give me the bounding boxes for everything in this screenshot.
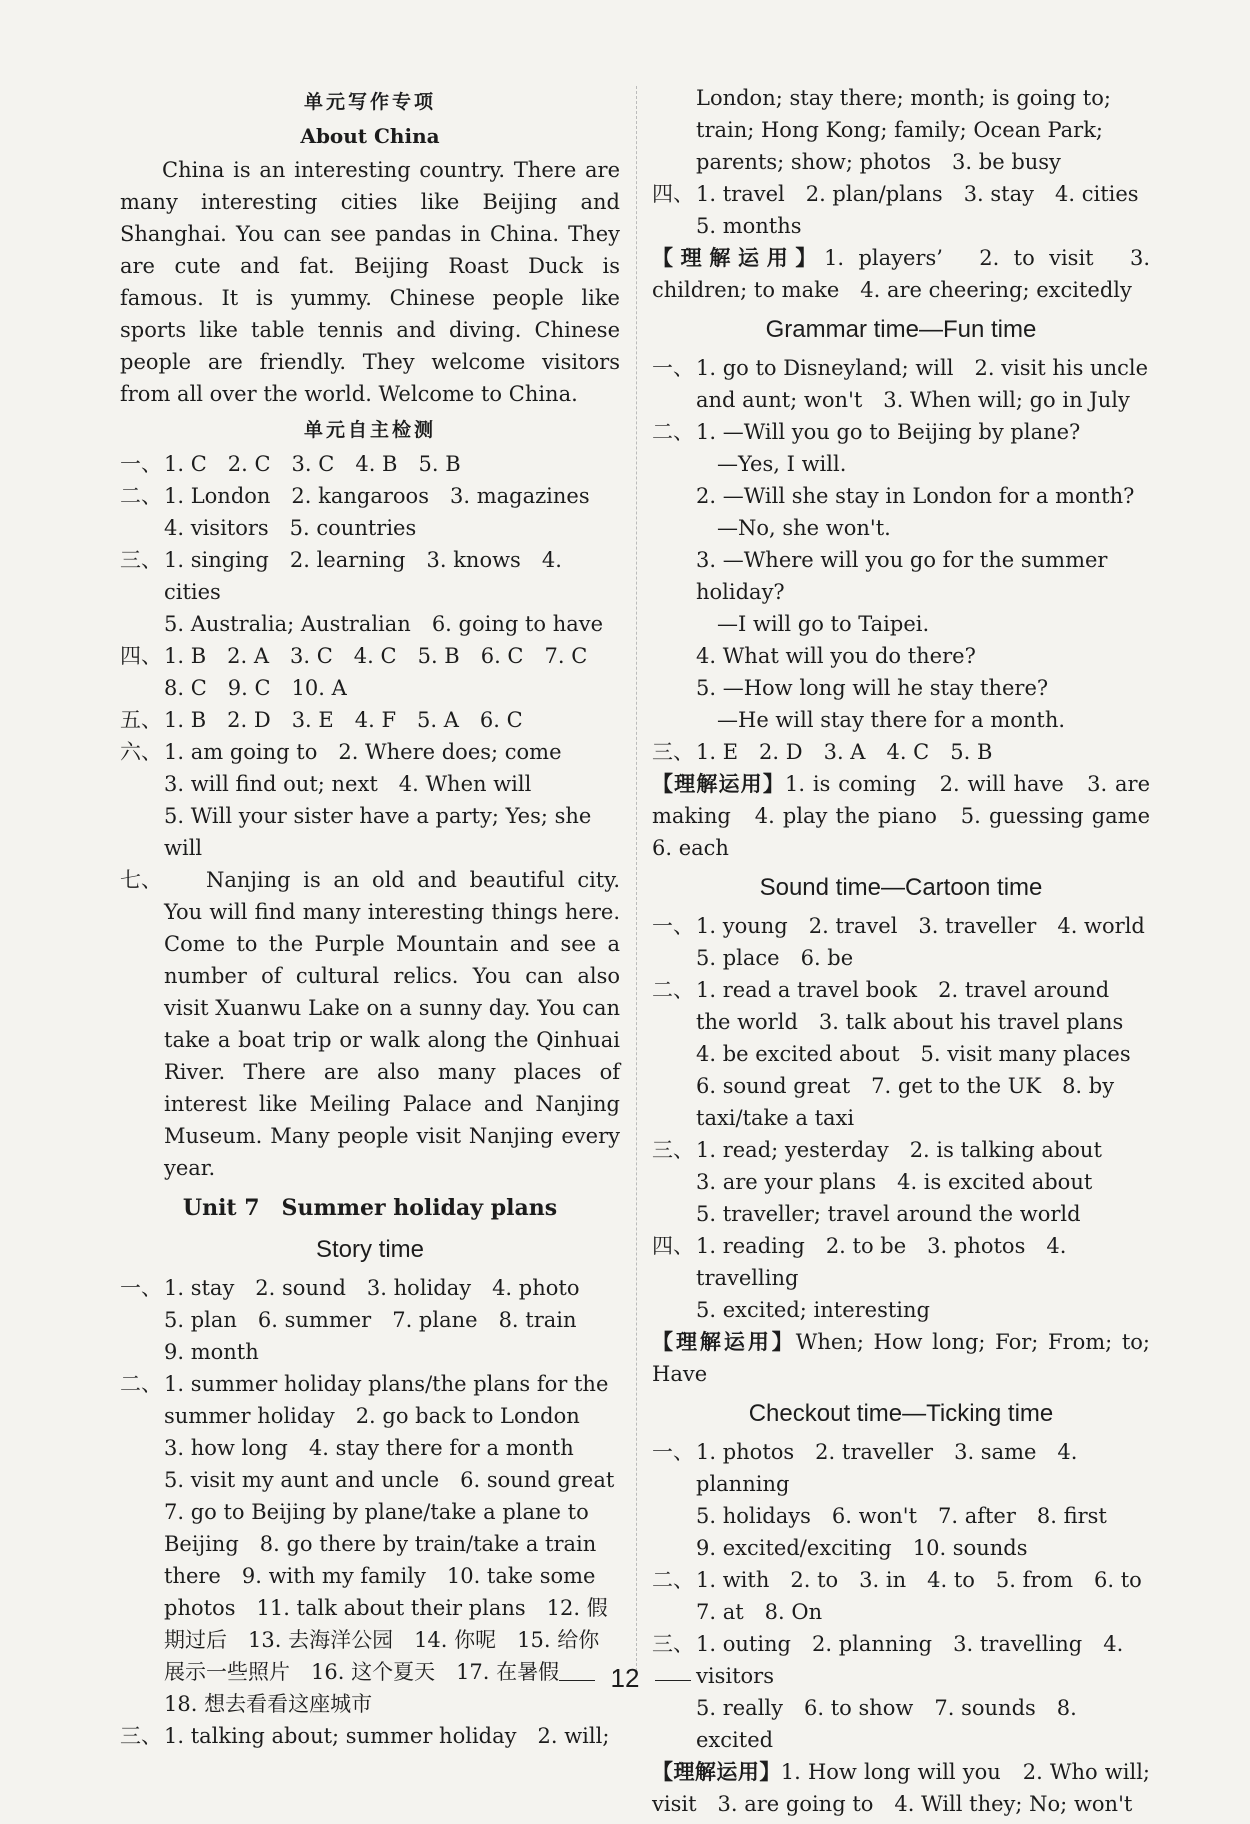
apply-text: 1. is coming 2. will have 3. are making 4. play the piano 5. guessing game 6. each bbox=[652, 772, 1171, 860]
item-number: 二、 bbox=[120, 484, 162, 508]
answer-line: 1. travel 2. plan/plans 3. stay 4. cities bbox=[696, 182, 1139, 206]
item-number: 二、 bbox=[652, 1568, 694, 1592]
sound-time-title: Sound time—Cartoon time bbox=[759, 874, 1043, 901]
answer-line: 1. E 2. D 3. A 4. C 5. B bbox=[696, 740, 993, 764]
answer-item bbox=[652, 974, 1150, 1134]
grammar-answers bbox=[652, 352, 1150, 768]
answer-line: 2. —Will she stay in London for a month? bbox=[696, 484, 1135, 508]
essay-mark: 七、 bbox=[120, 868, 162, 892]
answer-line: 5. —How long will he stay there? bbox=[696, 676, 1049, 700]
apply-block-3 bbox=[652, 1326, 1150, 1390]
column-divider bbox=[636, 86, 637, 1676]
item-number: 二、 bbox=[652, 420, 694, 444]
answer-line: 4. What will you do there? bbox=[696, 644, 976, 668]
footer-dash-right bbox=[655, 1680, 691, 1681]
answer-line: 3. will find out; next 4. When will bbox=[164, 772, 532, 796]
answer-item bbox=[652, 736, 1150, 768]
grammar-time-title: Grammar time—Fun time bbox=[765, 316, 1037, 343]
answer-line: 5. excited; interesting bbox=[696, 1298, 930, 1322]
essay-text: Nanjing is an old and beautiful city. You will find many interesting things here. Come to the Purple Mountain and see a number of cultural relics. You can also visit Xuanwu Lake on a sunny day. You can take a boat trip or walk along the Qinhuai River. There are also many places of interest like Meiling Palace and Nanjing Museum. Many people visit Nanjing every year. bbox=[164, 868, 620, 1180]
continued-answers bbox=[652, 178, 1150, 242]
answer-line: 7. go to Beijing by plane/take a plane to Beijing 8. go there by train/take a train there 9. with my family 10. take some photos 11. talk about their plans 12. 假期过后 13. 去海洋公园 14. 你呢 15. 给你展示一些照片 16. 这个夏天 17. 在暑假 bbox=[164, 1500, 608, 1684]
writing-paragraph: China is an interesting country. There are many interesting cities like Beijing and Shanghai. You can see pandas in China. They are cute and fat. Beijing Roast Duck is famous. It is yummy. Chinese people like sports like table tennis and diving. Chinese people are friendly. They welcome visitors from all over the world. Welcome to China. bbox=[120, 158, 620, 406]
answer-item bbox=[652, 416, 1150, 736]
answer-line: parents; show; photos 3. be busy bbox=[696, 150, 1061, 174]
answer-line: 5. holidays 6. won't 7. after 8. first bbox=[696, 1504, 1107, 1528]
answer-line: 1. London 2. kangaroos 3. magazines bbox=[164, 484, 590, 508]
item-number: 二、 bbox=[652, 978, 694, 1002]
item-number: 三、 bbox=[652, 1138, 694, 1162]
answer-line: 4. visitors 5. countries bbox=[164, 516, 417, 540]
item-number: 三、 bbox=[652, 1632, 694, 1656]
answer-line: 1. young 2. travel 3. traveller 4. world bbox=[696, 914, 1145, 938]
answer-line: 1. am going to 2. Where does; come bbox=[164, 740, 562, 764]
checkout-answers bbox=[652, 1436, 1150, 1756]
item-number: 四、 bbox=[652, 1234, 694, 1258]
item-number: 一、 bbox=[120, 1276, 162, 1300]
answer-line: 1. C 2. C 3. C 4. B 5. B bbox=[164, 452, 461, 476]
story-time-title: Story time bbox=[315, 1236, 425, 1263]
item-number: 二、 bbox=[120, 1372, 162, 1396]
answer-line: 9. month bbox=[164, 1340, 259, 1364]
apply-label: 【理解运用】 bbox=[652, 771, 786, 796]
answer-line: —He will stay there for a month. bbox=[696, 708, 1066, 732]
apply-block-4 bbox=[652, 1756, 1150, 1820]
answer-line: 1. with 2. to 3. in 4. to 5. from 6. to bbox=[696, 1568, 1142, 1592]
test-section-title: 单元自主检测 bbox=[303, 419, 436, 441]
answer-item bbox=[652, 1134, 1150, 1230]
item-number: 四、 bbox=[652, 182, 694, 206]
answer-line: 1. reading 2. to be 3. photos 4. travelling bbox=[696, 1234, 1067, 1290]
answer-line: 18. 想去看看这座城市 bbox=[164, 1692, 373, 1716]
apply-label: 【理解运用】 bbox=[652, 245, 825, 270]
answer-line: 6. sound great 7. get to the UK 8. by taxi/take a taxi bbox=[696, 1074, 1115, 1130]
left-column bbox=[120, 82, 620, 1752]
answer-item bbox=[652, 910, 1150, 974]
answer-item bbox=[120, 1272, 620, 1368]
answer-line: 5. traveller; travel around the world bbox=[696, 1202, 1081, 1226]
item-number: 三、 bbox=[652, 740, 694, 764]
footer-dash-left bbox=[559, 1680, 595, 1681]
answer-line: —Yes, I will. bbox=[696, 452, 847, 476]
item-number: 六、 bbox=[120, 740, 162, 764]
answer-line: 1. read a travel book 2. travel around the world 3. talk about his travel plans 4. be excited about 5. visit many places bbox=[696, 978, 1145, 1066]
apply-text: 1. How long will you 2. Who will; visit 3. are going to 4. Will they; No; won't bbox=[652, 1760, 1151, 1816]
answer-line: 1. singing 2. learning 3. knows 4. cities bbox=[164, 548, 562, 604]
sound-answers bbox=[652, 910, 1150, 1326]
answer-item bbox=[652, 1230, 1150, 1326]
answer-line: 1. stay 2. sound 3. holiday 4. photo bbox=[164, 1276, 580, 1300]
apply-label: 【理解运用】 bbox=[652, 1329, 796, 1354]
answer-item bbox=[120, 640, 620, 704]
checkout-time-title: Checkout time—Ticking time bbox=[748, 1400, 1054, 1427]
answer-line: 1. B 2. A 3. C 4. C 5. B 6. C 7. C bbox=[164, 644, 588, 668]
essay-answer bbox=[120, 864, 620, 1184]
item-number: 一、 bbox=[652, 914, 694, 938]
answer-item bbox=[652, 352, 1150, 416]
test-answers bbox=[120, 448, 620, 864]
answer-line: 5. place 6. be bbox=[696, 946, 854, 970]
answer-line: 5. Australia; Australian 6. going to have bbox=[164, 612, 604, 636]
answer-line: 5. plan 6. summer 7. plane 8. train bbox=[164, 1308, 577, 1332]
right-column bbox=[652, 82, 1171, 1820]
item-number: 四、 bbox=[120, 644, 162, 668]
answer-line: 1. B 2. D 3. E 4. F 5. A 6. C bbox=[164, 708, 523, 732]
answer-line: —No, she won't. bbox=[696, 516, 891, 540]
answer-line: 1. talking about; summer holiday 2. will; bbox=[164, 1724, 610, 1748]
page-footer bbox=[0, 1663, 1250, 1694]
answer-line: —I will go to Taipei. bbox=[696, 612, 930, 636]
answer-line: 5. Will your sister have a party; Yes; she will bbox=[164, 804, 592, 860]
answer-line: 5. really 6. to show 7. sounds 8. excited bbox=[696, 1696, 1077, 1752]
answer-item bbox=[120, 544, 620, 640]
answer-line: 1. —Will you go to Beijing by plane? bbox=[696, 420, 1081, 444]
answer-item bbox=[652, 178, 1150, 242]
apply-text: 1. players’ 2. to visit 3. children; to make 4. are cheering; excitedly bbox=[652, 246, 1150, 302]
apply-block-1 bbox=[652, 242, 1150, 306]
apply-text: When; How long; For; From; to; Have bbox=[652, 1330, 1150, 1386]
item-number: 一、 bbox=[652, 356, 694, 380]
answer-line: 9. excited/exciting 10. sounds bbox=[696, 1536, 1028, 1560]
answer-item bbox=[120, 480, 620, 544]
answer-item bbox=[120, 736, 620, 864]
writing-section-title: 单元写作专项 bbox=[303, 91, 436, 113]
answer-item bbox=[120, 1720, 620, 1752]
answer-line: 5. months bbox=[696, 214, 802, 238]
writing-subtitle: About China bbox=[300, 124, 440, 148]
item-number: 三、 bbox=[120, 1724, 162, 1748]
answer-line: 5. visit my aunt and uncle 6. sound great bbox=[164, 1468, 615, 1492]
answer-line: 3. how long 4. stay there for a month bbox=[164, 1436, 574, 1460]
answer-line: 1. go to Disneyland; will 2. visit his uncle and aunt; won't 3. When will; go in July bbox=[696, 356, 1149, 412]
answer-line: 7. at 8. On bbox=[696, 1600, 823, 1624]
apply-block-2 bbox=[652, 768, 1171, 864]
continued-lines bbox=[652, 82, 1150, 178]
item-number: 一、 bbox=[652, 1440, 694, 1464]
answer-item bbox=[652, 1564, 1150, 1628]
answer-line: 1. read; yesterday 2. is talking about bbox=[696, 1138, 1102, 1162]
unit-title: Unit 7 Summer holiday plans bbox=[182, 1195, 558, 1221]
answer-line: London; stay there; month; is going to; bbox=[696, 86, 1111, 110]
apply-label: 【理解运用】 bbox=[652, 1759, 781, 1784]
answer-line: 1. outing 2. planning 3. travelling 4. visitors bbox=[696, 1632, 1124, 1688]
answer-line: 1. photos 2. traveller 3. same 4. planning bbox=[696, 1440, 1078, 1496]
answer-line: 8. C 9. C 10. A bbox=[164, 676, 347, 700]
answer-line: 3. —Where will you go for the summer holiday? bbox=[696, 548, 1108, 604]
answer-item bbox=[120, 448, 620, 480]
answer-item bbox=[120, 704, 620, 736]
page-number: 12 bbox=[610, 1663, 640, 1693]
item-number: 三、 bbox=[120, 548, 162, 572]
answer-line: 3. are your plans 4. is excited about bbox=[696, 1170, 1093, 1194]
answer-line: train; Hong Kong; family; Ocean Park; bbox=[696, 118, 1103, 142]
answer-line: 1. summer holiday plans/the plans for the summer holiday 2. go back to London bbox=[164, 1372, 609, 1428]
item-number: 五、 bbox=[120, 708, 162, 732]
item-number: 一、 bbox=[120, 452, 162, 476]
answer-item bbox=[652, 1436, 1150, 1564]
